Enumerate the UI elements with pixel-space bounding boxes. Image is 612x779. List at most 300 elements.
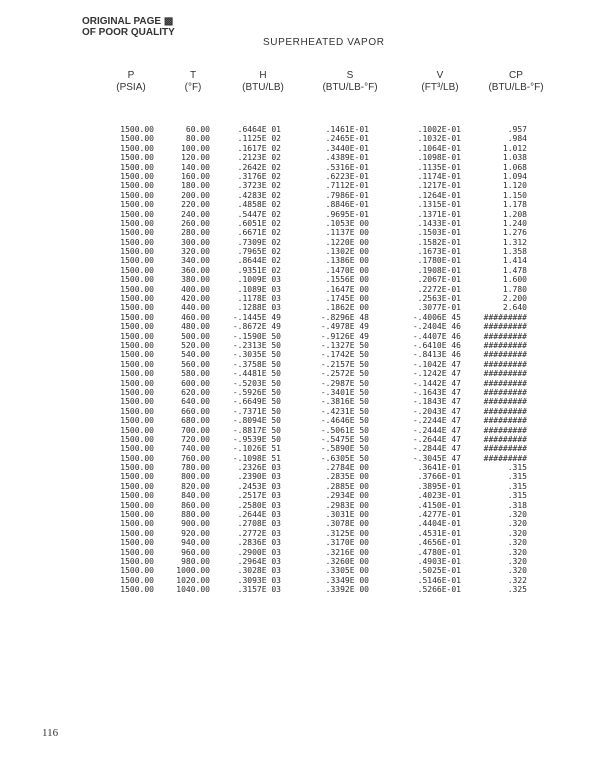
enthalpy-cell: .2326E 03 [237, 463, 281, 473]
enthalpy-cell: -.1026E 51 [232, 444, 281, 454]
cp-cell: 1.414 [502, 256, 527, 266]
cp-cell: .320 [507, 528, 527, 538]
temperature-cell: 340.00 [181, 256, 210, 266]
cp-cell: 1.094 [502, 171, 527, 181]
table-row [0, 256, 612, 265]
volume-cell: .2272E-01 [417, 284, 461, 294]
entropy-cell: -.5061E 50 [320, 425, 369, 435]
table-row [0, 585, 612, 594]
volume-cell: .1135E-01 [417, 162, 461, 172]
temperature-cell: 660.00 [181, 406, 210, 416]
enthalpy-cell: -.8094E 50 [232, 416, 281, 426]
pressure-cell: 1500.00 [120, 519, 154, 529]
enthalpy-cell: .9351E 02 [237, 265, 281, 275]
entropy-cell: -.2987E 50 [320, 378, 369, 388]
cp-cell: 1.012 [502, 143, 527, 153]
pressure-cell: 1500.00 [120, 294, 154, 304]
entropy-cell: .1470E 00 [325, 265, 369, 275]
temperature-cell: 240.00 [181, 209, 210, 219]
table-row [0, 200, 612, 209]
enthalpy-cell: .7309E 02 [237, 237, 281, 247]
entropy-cell: .6223E-01 [325, 171, 369, 181]
cp-cell: 1.358 [502, 247, 527, 257]
table-row [0, 444, 612, 453]
enthalpy-cell: .2900E 03 [237, 547, 281, 557]
enthalpy-cell: .6464E 01 [237, 125, 281, 134]
pressure-cell: 1500.00 [120, 481, 154, 491]
table-row [0, 454, 612, 463]
cp-cell: .320 [507, 566, 527, 576]
enthalpy-cell: .1288E 03 [237, 303, 281, 313]
table-row [0, 379, 612, 388]
table-row [0, 266, 612, 275]
cp-cell: ######### [483, 340, 527, 350]
pressure-cell: 1500.00 [120, 500, 154, 510]
enthalpy-cell: .1617E 02 [237, 143, 281, 153]
enthalpy-cell: .2964E 03 [237, 556, 281, 566]
volume-cell: .1315E-01 [417, 200, 461, 210]
volume-cell: .4023E-01 [417, 491, 461, 501]
pressure-cell: 1500.00 [120, 556, 154, 566]
table-row [0, 350, 612, 359]
cp-cell: 1.150 [502, 190, 527, 200]
pressure-cell: 1500.00 [120, 416, 154, 426]
table-row [0, 463, 612, 472]
pressure-cell: 1500.00 [120, 472, 154, 482]
table-row [0, 416, 612, 425]
volume-cell: .1433E-01 [417, 218, 461, 228]
cp-cell: 1.600 [502, 275, 527, 285]
entropy-cell: .1556E 00 [325, 275, 369, 285]
pressure-cell: 1500.00 [120, 171, 154, 181]
temperature-cell: 680.00 [181, 416, 210, 426]
temperature-cell: 220.00 [181, 200, 210, 210]
cp-cell: ######### [483, 359, 527, 369]
enthalpy-cell: -.4481E 50 [232, 369, 281, 379]
cp-cell: .320 [507, 547, 527, 557]
enthalpy-cell: .3028E 03 [237, 566, 281, 576]
cp-cell: .320 [507, 556, 527, 566]
entropy-cell: -.9126E 49 [320, 331, 369, 341]
header-symbol: P [127, 70, 135, 81]
entropy-cell: .4389E-01 [325, 153, 369, 163]
cp-cell: .318 [507, 500, 527, 510]
table-row [0, 510, 612, 519]
cp-cell: .957 [507, 125, 527, 134]
temperature-cell: 560.00 [181, 359, 210, 369]
table-row [0, 576, 612, 585]
cp-cell: 2.640 [502, 303, 527, 313]
enthalpy-cell: -.8672E 49 [232, 322, 281, 332]
volume-cell: .1780E-01 [417, 256, 461, 266]
property-table [0, 125, 612, 595]
table-row [0, 407, 612, 416]
temperature-cell: 260.00 [181, 218, 210, 228]
temperature-cell: 1020.00 [176, 575, 210, 585]
volume-cell: .1032E-01 [417, 134, 461, 144]
pressure-cell: 1500.00 [120, 265, 154, 275]
entropy-cell: -.4978E 49 [320, 322, 369, 332]
pressure-cell: 1500.00 [120, 434, 154, 444]
pressure-cell: 1500.00 [120, 585, 154, 595]
temperature-cell: 760.00 [181, 453, 210, 463]
temperature-cell: 580.00 [181, 369, 210, 379]
temperature-cell: 820.00 [181, 481, 210, 491]
entropy-cell: -.4646E 50 [320, 416, 369, 426]
pressure-cell: 1500.00 [120, 406, 154, 416]
temperature-cell: 900.00 [181, 519, 210, 529]
pressure-cell: 1500.00 [120, 397, 154, 407]
temperature-cell: 720.00 [181, 434, 210, 444]
table-row [0, 501, 612, 510]
pressure-cell: 1500.00 [120, 256, 154, 266]
temperature-cell: 140.00 [181, 162, 210, 172]
temperature-cell: 500.00 [181, 331, 210, 341]
cp-cell: .315 [507, 463, 527, 473]
enthalpy-cell: -.6649E 50 [232, 397, 281, 407]
volume-cell: .5025E-01 [417, 566, 461, 576]
entropy-cell: .2885E 00 [325, 481, 369, 491]
enthalpy-cell: -.2313E 50 [232, 340, 281, 350]
entropy-cell: .1302E 00 [325, 247, 369, 257]
pressure-cell: 1500.00 [120, 463, 154, 473]
pressure-cell: 1500.00 [120, 237, 154, 247]
pressure-cell: 1500.00 [120, 134, 154, 144]
pressure-cell: 1500.00 [120, 350, 154, 360]
entropy-cell: .3078E 00 [325, 519, 369, 529]
entropy-cell: -.5475E 50 [320, 434, 369, 444]
table-row [0, 294, 612, 303]
cp-cell: ######### [483, 331, 527, 341]
pressure-cell: 1500.00 [120, 284, 154, 294]
pressure-cell: 1500.00 [120, 190, 154, 200]
temperature-cell: 200.00 [181, 190, 210, 200]
cp-cell: 1.120 [502, 181, 527, 191]
enthalpy-cell: .2642E 02 [237, 162, 281, 172]
temperature-cell: 420.00 [181, 294, 210, 304]
temperature-cell: 740.00 [181, 444, 210, 454]
pressure-cell: 1500.00 [120, 228, 154, 238]
entropy-cell: -.8296E 48 [320, 312, 369, 322]
temperature-cell: 640.00 [181, 397, 210, 407]
entropy-cell: .2934E 00 [325, 491, 369, 501]
pressure-cell: 1500.00 [120, 143, 154, 153]
pressure-cell: 1500.00 [120, 453, 154, 463]
table-row [0, 529, 612, 538]
volume-cell: .1098E-01 [417, 153, 461, 163]
cp-cell: 1.038 [502, 153, 527, 163]
entropy-cell: .1461E-01 [325, 125, 369, 134]
volume-cell: -.2844E 47 [412, 444, 461, 454]
table-row [0, 557, 612, 566]
volume-cell: -.1042E 47 [412, 359, 461, 369]
table-row [0, 519, 612, 528]
enthalpy-cell: .6671E 02 [237, 228, 281, 238]
pressure-cell: 1500.00 [120, 218, 154, 228]
header-unit: (BTU/LB-°F) [322, 82, 378, 93]
pressure-cell: 1500.00 [120, 125, 154, 134]
table-row [0, 472, 612, 481]
cp-cell: 1.208 [502, 209, 527, 219]
temperature-cell: 1040.00 [176, 585, 210, 595]
header-unit: (°F) [184, 82, 202, 93]
table-row [0, 172, 612, 181]
header-pressure [104, 70, 158, 94]
entropy-cell: .2784E 00 [325, 463, 369, 473]
volume-cell: .1371E-01 [417, 209, 461, 219]
pressure-cell: 1500.00 [120, 162, 154, 172]
enthalpy-cell: .2453E 03 [237, 481, 281, 491]
entropy-cell: .2465E-01 [325, 134, 369, 144]
entropy-cell: .3349E 00 [325, 575, 369, 585]
original-page-stamp [82, 16, 175, 38]
temperature-cell: 700.00 [181, 425, 210, 435]
volume-cell: .3641E-01 [417, 463, 461, 473]
header-specific-heat [476, 70, 556, 94]
entropy-cell: .1053E 00 [325, 218, 369, 228]
cp-cell: 1.068 [502, 162, 527, 172]
cp-cell: .320 [507, 538, 527, 548]
header-symbol: V [436, 70, 444, 81]
pressure-cell: 1500.00 [120, 491, 154, 501]
volume-cell: -.6410E 46 [412, 340, 461, 350]
temperature-cell: 920.00 [181, 528, 210, 538]
entropy-cell: .2835E 00 [325, 472, 369, 482]
table-row [0, 153, 612, 162]
table-row [0, 181, 612, 190]
header-symbol: S [346, 70, 354, 81]
header-unit: (PSIA) [116, 82, 146, 93]
volume-cell: -.1242E 47 [412, 369, 461, 379]
entropy-cell: .1745E 00 [325, 294, 369, 304]
temperature-cell: 600.00 [181, 378, 210, 388]
table-row [0, 210, 612, 219]
entropy-cell: .8846E-01 [325, 200, 369, 210]
enthalpy-cell: .1125E 02 [237, 134, 281, 144]
enthalpy-cell: .2772E 03 [237, 528, 281, 538]
cp-cell: ######### [483, 416, 527, 426]
header-symbol: CP [509, 70, 523, 81]
entropy-cell: .3125E 00 [325, 528, 369, 538]
enthalpy-cell: .2517E 03 [237, 491, 281, 501]
pressure-cell: 1500.00 [120, 312, 154, 322]
enthalpy-cell: -.1590E 50 [232, 331, 281, 341]
entropy-cell: .3392E 00 [325, 585, 369, 595]
enthalpy-cell: .2708E 03 [237, 519, 281, 529]
temperature-cell: 520.00 [181, 340, 210, 350]
pressure-cell: 1500.00 [120, 387, 154, 397]
temperature-cell: 960.00 [181, 547, 210, 557]
volume-cell: .1264E-01 [417, 190, 461, 200]
header-symbol: T [189, 70, 197, 81]
pressure-cell: 1500.00 [120, 200, 154, 210]
temperature-cell: 540.00 [181, 350, 210, 360]
volume-cell: -.1643E 47 [412, 387, 461, 397]
entropy-cell: -.6305E 50 [320, 453, 369, 463]
table-row [0, 238, 612, 247]
pressure-cell: 1500.00 [120, 575, 154, 585]
enthalpy-cell: .2644E 03 [237, 510, 281, 520]
table-row [0, 144, 612, 153]
volume-cell: .2563E-01 [417, 294, 461, 304]
volume-cell: .5266E-01 [417, 585, 461, 595]
enthalpy-cell: -.1098E 51 [232, 453, 281, 463]
cp-cell: ######### [483, 387, 527, 397]
volume-cell: .1217E-01 [417, 181, 461, 191]
table-row [0, 388, 612, 397]
cp-cell: 1.240 [502, 218, 527, 228]
enthalpy-cell: .4858E 02 [237, 200, 281, 210]
table-row [0, 247, 612, 256]
cp-cell: .325 [507, 585, 527, 595]
entropy-cell: -.3816E 50 [320, 397, 369, 407]
entropy-cell: .7112E-01 [325, 181, 369, 191]
enthalpy-cell: -.9539E 50 [232, 434, 281, 444]
enthalpy-cell: .2123E 02 [237, 153, 281, 163]
entropy-cell: .7986E-01 [325, 190, 369, 200]
stamp-line-2: OF POOR QUALITY [82, 27, 175, 38]
table-row [0, 566, 612, 575]
entropy-cell: -.4231E 50 [320, 406, 369, 416]
volume-cell: -.2404E 46 [412, 322, 461, 332]
entropy-cell: .1647E 00 [325, 284, 369, 294]
enthalpy-cell: .2836E 03 [237, 538, 281, 548]
entropy-cell: .1862E 00 [325, 303, 369, 313]
header-entropy [308, 70, 392, 94]
temperature-cell: 380.00 [181, 275, 210, 285]
temperature-cell: 840.00 [181, 491, 210, 501]
table-row [0, 303, 612, 312]
table-row [0, 426, 612, 435]
table-row [0, 332, 612, 341]
enthalpy-cell: -.3035E 50 [232, 350, 281, 360]
temperature-cell: 460.00 [181, 312, 210, 322]
entropy-cell: -.2572E 50 [320, 369, 369, 379]
cp-cell: ######### [483, 444, 527, 454]
cp-cell: .315 [507, 481, 527, 491]
cp-cell: 1.780 [502, 284, 527, 294]
pressure-cell: 1500.00 [120, 566, 154, 576]
cp-cell: 1.276 [502, 228, 527, 238]
volume-cell: -.1442E 47 [412, 378, 461, 388]
table-row [0, 360, 612, 369]
entropy-cell: .3260E 00 [325, 556, 369, 566]
pressure-cell: 1500.00 [120, 331, 154, 341]
header-enthalpy [228, 70, 298, 94]
cp-cell: .315 [507, 491, 527, 501]
volume-cell: .4150E-01 [417, 500, 461, 510]
pressure-cell: 1500.00 [120, 538, 154, 548]
header-unit: (BTU/LB) [242, 82, 284, 93]
volume-cell: .1064E-01 [417, 143, 461, 153]
pressure-cell: 1500.00 [120, 275, 154, 285]
entropy-cell: .2983E 00 [325, 500, 369, 510]
table-row [0, 548, 612, 557]
enthalpy-cell: .3093E 03 [237, 575, 281, 585]
table-row [0, 163, 612, 172]
temperature-cell: 880.00 [181, 510, 210, 520]
enthalpy-cell: -.5926E 50 [232, 387, 281, 397]
pressure-cell: 1500.00 [120, 528, 154, 538]
volume-cell: -.2244E 47 [412, 416, 461, 426]
volume-cell: .4780E-01 [417, 547, 461, 557]
enthalpy-cell: .6051E 02 [237, 218, 281, 228]
temperature-cell: 280.00 [181, 228, 210, 238]
cp-cell: ######### [483, 397, 527, 407]
enthalpy-cell: .5447E 02 [237, 209, 281, 219]
enthalpy-cell: -.7371E 50 [232, 406, 281, 416]
volume-cell: -.2644E 47 [412, 434, 461, 444]
header-specific-volume [408, 70, 472, 94]
cp-cell: ######### [483, 322, 527, 332]
temperature-cell: 100.00 [181, 143, 210, 153]
pressure-cell: 1500.00 [120, 547, 154, 557]
cp-cell: .320 [507, 510, 527, 520]
table-row [0, 228, 612, 237]
entropy-cell: .1137E 00 [325, 228, 369, 238]
table-row [0, 313, 612, 322]
temperature-cell: 860.00 [181, 500, 210, 510]
page-number: 116 [42, 727, 59, 739]
entropy-cell: -.5890E 50 [320, 444, 369, 454]
entropy-cell: -.1742E 50 [320, 350, 369, 360]
volume-cell: -.8413E 46 [412, 350, 461, 360]
temperature-cell: 300.00 [181, 237, 210, 247]
entropy-cell: .1220E 00 [325, 237, 369, 247]
entropy-cell: .3216E 00 [325, 547, 369, 557]
volume-cell: .5146E-01 [417, 575, 461, 585]
enthalpy-cell: .7965E 02 [237, 247, 281, 257]
temperature-cell: 60.00 [185, 125, 210, 134]
enthalpy-cell: .1178E 03 [237, 294, 281, 304]
volume-cell: -.1843E 47 [412, 397, 461, 407]
volume-cell: .4531E-01 [417, 528, 461, 538]
cp-cell: .322 [507, 575, 527, 585]
table-row [0, 322, 612, 331]
temperature-cell: 480.00 [181, 322, 210, 332]
cp-cell: 1.478 [502, 265, 527, 275]
table-row [0, 125, 612, 134]
volume-cell: -.3045E 47 [412, 453, 461, 463]
pressure-cell: 1500.00 [120, 425, 154, 435]
pressure-cell: 1500.00 [120, 444, 154, 454]
temperature-cell: 180.00 [181, 181, 210, 191]
pressure-cell: 1500.00 [120, 247, 154, 257]
entropy-cell: .9695E-01 [325, 209, 369, 219]
pressure-cell: 1500.00 [120, 303, 154, 313]
volume-cell: .4277E-01 [417, 510, 461, 520]
enthalpy-cell: .1089E 03 [237, 284, 281, 294]
pressure-cell: 1500.00 [120, 340, 154, 350]
enthalpy-cell: -.1445E 49 [232, 312, 281, 322]
entropy-cell: .5316E-01 [325, 162, 369, 172]
volume-cell: .1582E-01 [417, 237, 461, 247]
volume-cell: .1673E-01 [417, 247, 461, 257]
cp-cell: 2.200 [502, 294, 527, 304]
volume-cell: .4903E-01 [417, 556, 461, 566]
pressure-cell: 1500.00 [120, 153, 154, 163]
pressure-cell: 1500.00 [120, 322, 154, 332]
table-row [0, 538, 612, 547]
enthalpy-cell: .2580E 03 [237, 500, 281, 510]
cp-cell: ######### [483, 434, 527, 444]
entropy-cell: .1386E 00 [325, 256, 369, 266]
table-row [0, 134, 612, 143]
header-symbol: H [259, 70, 267, 81]
temperature-cell: 800.00 [181, 472, 210, 482]
volume-cell: -.2444E 47 [412, 425, 461, 435]
volume-cell: .1174E-01 [417, 171, 461, 181]
